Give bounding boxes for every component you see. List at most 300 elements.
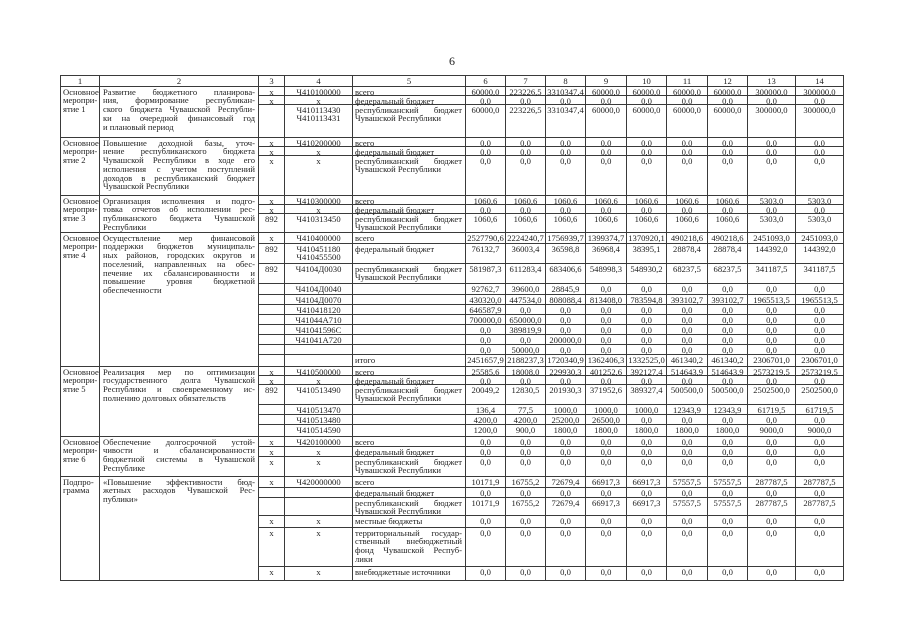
value-cell: 389819,9 (506, 325, 546, 335)
source-cell (353, 105, 466, 138)
source-cell (353, 147, 466, 156)
value-cell: 0,0 (466, 96, 506, 105)
source-line: республиканский бюджет (355, 456, 462, 467)
title-line: Реализация мер по оптимизации (103, 366, 255, 377)
title-line: Чувашской Республики (103, 181, 189, 192)
value-cell: 0,0 (586, 147, 627, 156)
value-cell: 0,0 (506, 335, 546, 345)
value-cell: 0,0 (586, 457, 627, 477)
value-cell: 0,0 (466, 147, 506, 156)
value-cell: 0,0 (506, 457, 546, 477)
status-line: ятие 6 (63, 454, 86, 465)
value-cell: 0,0 (796, 284, 844, 295)
status-line: Основное (63, 366, 99, 377)
header-col-13: 13 (748, 76, 796, 87)
value-cell: 0,0 (796, 567, 844, 581)
grbs-cell (259, 355, 285, 367)
value-cell: 60000,0 (708, 105, 748, 138)
status-line: меропри- (63, 445, 98, 456)
value-cell: 0,0 (627, 335, 667, 345)
value-cell: 0,0 (796, 335, 844, 345)
source-line: республиканский бюджет (355, 104, 462, 115)
header-col-4: 4 (285, 76, 353, 87)
value-cell: 10171,9 (466, 498, 506, 516)
grbs-cell (259, 305, 285, 315)
value-cell: 66917,3 (586, 498, 627, 516)
value-cell: 430320,0 (466, 295, 506, 305)
header-col-3: 3 (259, 76, 285, 87)
value-cell: 0,0 (627, 415, 667, 425)
value-cell: 0,0 (627, 528, 667, 567)
status-cell (61, 367, 100, 437)
value-cell: 60000,0 (466, 87, 506, 96)
value-cell: 1060,6 (546, 196, 586, 205)
code-cell (285, 376, 353, 385)
code-line: Ч41044А710 (295, 314, 342, 325)
value-cell: 1060,6 (708, 196, 748, 205)
code-line: Ч410100000 (296, 86, 341, 97)
header-col-8: 8 (546, 76, 586, 87)
value-cell: 1000,0 (627, 405, 667, 415)
source-line: Чувашской Республики (355, 393, 441, 404)
title-line: ных районов, городских округов и (103, 250, 255, 261)
source-line: федеральный бюджет (355, 95, 435, 106)
value-cell: 4200,0 (466, 415, 506, 425)
code-line: Ч410400000 (296, 232, 341, 243)
source-cell (353, 498, 466, 516)
value-cell: 57557,5 (667, 477, 708, 488)
title-line: Республике (103, 462, 146, 473)
grbs-cell: х (259, 447, 285, 457)
value-cell: 490218,6 (667, 233, 708, 244)
value-cell: 0,0 (506, 96, 546, 105)
status-cell (61, 196, 100, 233)
code-line: Ч410113430 (296, 104, 341, 115)
code-line: х (316, 566, 321, 577)
code-line: Ч410455500 (296, 252, 341, 263)
value-cell: 0,0 (748, 437, 796, 447)
status-line: Основное (63, 232, 99, 243)
value-cell: 0,0 (586, 315, 627, 325)
value-cell: 0,0 (708, 488, 748, 498)
title-line: и плановый период (103, 121, 174, 132)
code-line: Ч420000000 (296, 476, 341, 487)
grbs-cell: х (259, 156, 285, 196)
code-line: Ч420100000 (296, 436, 341, 447)
source-cell (353, 305, 466, 315)
code-line: Ч410300000 (296, 195, 341, 206)
source-line: всего (355, 366, 375, 377)
code-cell (285, 205, 353, 214)
value-cell: 57557,5 (667, 498, 708, 516)
code-line: Ч410514590 (296, 424, 341, 435)
value-cell: 0,0 (708, 437, 748, 447)
value-cell: 0,0 (667, 325, 708, 335)
value-cell: 1060,6 (546, 214, 586, 233)
value-cell: 0,0 (796, 205, 844, 214)
source-cell (353, 325, 466, 335)
source-cell (353, 488, 466, 498)
value-cell: 0,0 (748, 528, 796, 567)
value-cell: 0,0 (466, 138, 506, 147)
status-cell (61, 437, 100, 477)
value-cell: 0,0 (796, 96, 844, 105)
value-cell: 0,0 (748, 457, 796, 477)
value-cell: 0,0 (796, 437, 844, 447)
title-line: нение республиканского бюджета (103, 146, 255, 157)
source-line: федеральный бюджет (355, 243, 435, 254)
code-line: х (316, 375, 321, 386)
grbs-cell (259, 488, 285, 498)
source-line: всего (355, 436, 375, 447)
value-cell: 5303,0 (796, 214, 844, 233)
value-cell: 0,0 (708, 335, 748, 345)
value-cell: 0,0 (667, 96, 708, 105)
header-col-12: 12 (708, 76, 748, 87)
title-line: поселений, направленных на обес- (103, 258, 255, 269)
value-cell: 0,0 (708, 457, 748, 477)
value-cell: 26500,0 (586, 415, 627, 425)
code-line: х (316, 155, 321, 166)
status-line: меропри- (63, 146, 98, 157)
value-cell: 0,0 (667, 376, 708, 385)
value-cell: 0,0 (748, 415, 796, 425)
value-cell: 0,0 (796, 415, 844, 425)
value-cell: 60000,0 (667, 87, 708, 96)
source-line: республиканский бюджет (355, 384, 462, 395)
value-cell: 1800,0 (586, 425, 627, 437)
source-line: фонд Чувашской Респуб- (355, 545, 462, 556)
value-cell: 0,0 (667, 447, 708, 457)
status-line: меропри- (63, 95, 98, 106)
value-cell: 0,0 (796, 315, 844, 325)
grbs-cell (259, 345, 285, 355)
value-cell: 0,0 (466, 335, 506, 345)
grbs-cell: 892 (259, 385, 285, 405)
value-cell: 0,0 (708, 516, 748, 528)
value-cell: 0,0 (506, 376, 546, 385)
value-cell: 0,0 (708, 315, 748, 325)
grbs-cell: х (259, 138, 285, 147)
value-cell: 1060,6 (667, 196, 708, 205)
value-cell: 0,0 (748, 325, 796, 335)
source-cell (353, 528, 466, 567)
title-line: доходов в республиканский бюджет (103, 172, 255, 183)
grbs-cell: х (259, 367, 285, 376)
value-cell: 1800,0 (708, 425, 748, 437)
source-cell (353, 477, 466, 488)
value-cell: 57557,5 (708, 477, 748, 488)
value-cell: 611283,4 (506, 264, 546, 284)
source-cell (353, 457, 466, 477)
status-line: Основное (63, 436, 99, 447)
value-cell: 57557,5 (708, 498, 748, 516)
value-cell: 5303,0 (748, 214, 796, 233)
value-cell: 36968,4 (586, 244, 627, 264)
title-line: ния, формирование республикан- (103, 95, 255, 106)
value-cell: 813408,0 (586, 295, 627, 305)
code-cell (285, 528, 353, 567)
grbs-cell (259, 325, 285, 335)
value-cell: 60000,0 (586, 87, 627, 96)
code-cell (285, 405, 353, 415)
source-cell (353, 315, 466, 325)
value-cell: 0,0 (708, 305, 748, 315)
value-cell: 287787,5 (748, 477, 796, 488)
source-cell (353, 264, 466, 284)
source-cell (353, 345, 466, 355)
value-cell: 0,0 (627, 376, 667, 385)
title-line: Организация исполнения и подго- (103, 195, 255, 206)
status-cell (61, 138, 100, 196)
source-line: всего (355, 137, 375, 148)
source-cell (353, 87, 466, 96)
value-cell: 0,0 (506, 138, 546, 147)
code-cell (285, 96, 353, 105)
value-cell: 1800,0 (667, 425, 708, 437)
value-cell: 0,0 (796, 516, 844, 528)
value-cell: 60000,0 (586, 105, 627, 138)
value-cell: 0,0 (546, 457, 586, 477)
code-cell (285, 284, 353, 295)
value-cell: 0,0 (748, 345, 796, 355)
title-line: «Повышение эффективности бюд- (103, 476, 255, 487)
value-cell: 0,0 (466, 376, 506, 385)
value-cell: 201930,3 (546, 385, 586, 405)
code-line: Ч410113431 (296, 113, 341, 124)
status-line: ятие 5 (63, 384, 86, 395)
value-cell: 0,0 (546, 488, 586, 498)
value-cell: 0,0 (667, 437, 708, 447)
value-cell: 0,0 (546, 156, 586, 196)
source-line: республиканский бюджет (355, 263, 462, 274)
source-line: федеральный бюджет (355, 204, 435, 215)
value-cell: 461340,2 (667, 355, 708, 367)
value-cell: 0,0 (627, 284, 667, 295)
value-cell: 0,0 (708, 567, 748, 581)
grbs-cell (259, 315, 285, 325)
value-cell: 0,0 (627, 488, 667, 498)
code-cell (285, 156, 353, 196)
header-col-7: 7 (506, 76, 546, 87)
budget-table (60, 75, 844, 581)
grbs-cell: х (259, 477, 285, 488)
status-line: Подпро- (63, 476, 94, 487)
value-cell: 2527790,6 (466, 233, 506, 244)
code-line: Ч410500000 (296, 366, 341, 377)
value-cell: 0,0 (627, 315, 667, 325)
value-cell: 0,0 (627, 205, 667, 214)
value-cell: 0,0 (667, 147, 708, 156)
value-cell: 25585,6 (466, 367, 506, 376)
source-cell (353, 295, 466, 305)
source-line: Чувашской Республики (355, 506, 441, 517)
value-cell: 92762,7 (466, 284, 506, 295)
value-cell: 1060,6 (506, 214, 546, 233)
value-cell: 0,0 (466, 437, 506, 447)
title-line: печение их сбалансированности и (103, 267, 255, 278)
source-cell (353, 415, 466, 425)
value-cell: 60000,0 (627, 87, 667, 96)
value-cell: 2306701,0 (796, 355, 844, 367)
source-line: Чувашской Республики (355, 222, 441, 233)
value-cell: 0,0 (667, 567, 708, 581)
code-cell (285, 147, 353, 156)
source-cell (353, 425, 466, 437)
value-cell: 61719,5 (748, 405, 796, 415)
source-cell (353, 196, 466, 205)
value-cell: 0,0 (586, 325, 627, 335)
value-cell: 0,0 (506, 437, 546, 447)
source-line: Чувашской Республики (355, 465, 441, 476)
value-cell: 0,0 (586, 305, 627, 315)
code-cell (285, 477, 353, 488)
title-line: товка отчетов об исполнении рес- (103, 204, 255, 215)
value-cell: 0,0 (748, 305, 796, 315)
value-cell: 1965513,5 (796, 295, 844, 305)
status-line: Основное (63, 86, 99, 97)
code-cell (285, 305, 353, 315)
header-col-5: 5 (353, 76, 466, 87)
value-cell: 0,0 (796, 305, 844, 315)
value-cell: 0,0 (546, 205, 586, 214)
value-cell: 461340,2 (708, 355, 748, 367)
value-cell: 0,0 (748, 315, 796, 325)
code-cell (285, 105, 353, 138)
value-cell: 0,0 (466, 205, 506, 214)
value-cell: 2502500,0 (748, 385, 796, 405)
value-cell: 28845,9 (546, 284, 586, 295)
header-col-1: 1 (61, 76, 100, 87)
grbs-cell: х (259, 376, 285, 385)
value-cell: 0,0 (546, 516, 586, 528)
grbs-cell (259, 415, 285, 425)
value-cell: 0,0 (546, 528, 586, 567)
value-cell: 0,0 (708, 345, 748, 355)
value-cell: 12343,9 (708, 405, 748, 415)
code-line: х (316, 446, 321, 457)
code-cell (285, 498, 353, 516)
title-line: государственного долга Чувашской (103, 375, 255, 386)
value-cell: 76132,7 (466, 244, 506, 264)
value-cell: 0,0 (466, 325, 506, 335)
value-cell: 2502500,0 (796, 385, 844, 405)
value-cell: 16755,2 (506, 477, 546, 488)
value-cell: 650000,0 (506, 315, 546, 325)
title-line: чивости и сбалансированности (103, 445, 255, 456)
value-cell: 808088,4 (546, 295, 586, 305)
source-cell (353, 405, 466, 415)
value-cell: 28878,4 (667, 244, 708, 264)
value-cell: 60000,0 (627, 105, 667, 138)
code-line: Ч410418120 (296, 304, 341, 315)
code-cell (285, 385, 353, 405)
value-cell: 287787,5 (748, 498, 796, 516)
value-cell: 0,0 (667, 516, 708, 528)
status-line: ятие 1 (63, 104, 86, 115)
value-cell: 0,0 (627, 96, 667, 105)
title-line: Развитие бюджетного планирова- (103, 86, 255, 97)
value-cell: 0,0 (748, 138, 796, 147)
value-cell: 0,0 (586, 96, 627, 105)
value-cell: 287787,5 (796, 477, 844, 488)
source-line: Чувашской Республики (355, 164, 441, 175)
source-line: Чувашской Республики (355, 113, 441, 124)
value-cell: 28878,4 (708, 244, 748, 264)
value-cell: 0,0 (748, 376, 796, 385)
value-cell: 0,0 (627, 305, 667, 315)
code-cell (285, 367, 353, 376)
value-cell: 514643,9 (708, 367, 748, 376)
value-cell: 1060,6 (708, 214, 748, 233)
value-cell: 0,0 (667, 138, 708, 147)
grbs-cell: х (259, 437, 285, 447)
status-cell (61, 87, 100, 138)
code-line: Ч410513470 (296, 404, 341, 415)
value-cell: 0,0 (586, 345, 627, 355)
source-line: всего (355, 195, 375, 206)
value-cell: 0,0 (466, 567, 506, 581)
value-cell: 66917,3 (627, 498, 667, 516)
value-cell: 0,0 (506, 567, 546, 581)
value-cell: 300000,0 (796, 105, 844, 138)
value-cell: 0,0 (627, 138, 667, 147)
source-cell (353, 138, 466, 147)
code-cell (285, 325, 353, 335)
source-line: федеральный бюджет (355, 487, 435, 498)
status-line: меропри- (63, 241, 98, 252)
code-cell (285, 488, 353, 498)
value-cell: 0,0 (708, 284, 748, 295)
source-cell (353, 96, 466, 105)
value-cell: 200000,0 (546, 335, 586, 345)
value-cell: 5303,0 (796, 196, 844, 205)
grbs-cell: х (259, 96, 285, 105)
value-cell: 36598,8 (546, 244, 586, 264)
grbs-cell: х (259, 205, 285, 214)
value-cell: 0,0 (748, 147, 796, 156)
source-cell (353, 437, 466, 447)
value-cell: 783594,8 (627, 295, 667, 305)
value-cell: 0,0 (667, 457, 708, 477)
value-cell: 0,0 (466, 457, 506, 477)
value-cell: 0,0 (748, 567, 796, 581)
code-cell (285, 214, 353, 233)
value-cell: 0,0 (708, 447, 748, 457)
value-cell: 1060,6 (506, 196, 546, 205)
grbs-cell: х (259, 233, 285, 244)
code-cell (285, 457, 353, 477)
grbs-cell (259, 498, 285, 516)
source-line: территориальный государ- (355, 527, 462, 538)
value-cell: 0,0 (796, 488, 844, 498)
status-line: меропри- (63, 204, 98, 215)
code-cell (285, 196, 353, 205)
code-line: Ч410313450 (296, 213, 341, 224)
value-cell: 0,0 (667, 284, 708, 295)
code-cell (285, 415, 353, 425)
value-cell: 1060,6 (627, 214, 667, 233)
header-col-9: 9 (586, 76, 627, 87)
value-cell: 0,0 (627, 457, 667, 477)
value-cell: 12343,9 (667, 405, 708, 415)
grbs-cell: 892 (259, 214, 285, 233)
value-cell: 0,0 (796, 528, 844, 567)
source-line: всего (355, 476, 375, 487)
source-cell (353, 567, 466, 581)
value-cell: 0,0 (586, 376, 627, 385)
value-cell: 0,0 (586, 156, 627, 196)
